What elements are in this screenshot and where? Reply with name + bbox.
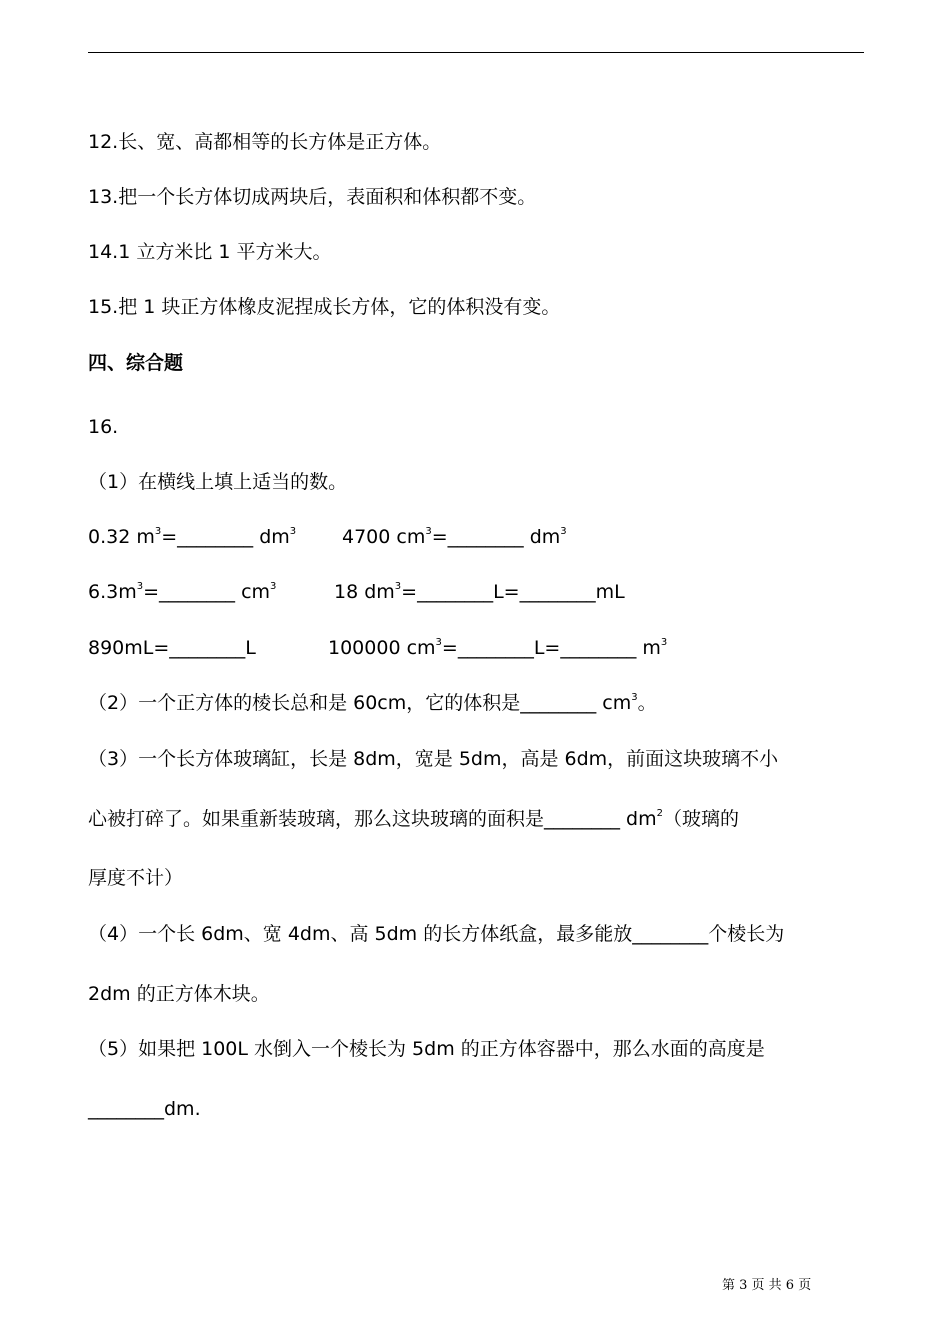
question-14: 14.1 立方米比 1 平方米大。 (88, 241, 332, 263)
part-5-line-1: （5）如果把 100L 水倒入一个棱长为 5dm 的正方体容器中，那么水面的高度是 (88, 1038, 765, 1060)
section-title: 四、综合题 (88, 352, 184, 374)
conversion-1b: 4700 $cm^3=\_\_\_\_\_\_\_\_$ $dm^3$ (342, 526, 567, 548)
question-13: 13.把一个长方体切成两块后，表面积和体积都不变。 (88, 186, 537, 208)
conversion-row-3 (88, 636, 864, 660)
conversion-3b: 100000 $cm^3=\_\_\_\_\_\_\_\_L=\_\_\_\_\_\_\_\_$ $m^3$ (328, 637, 668, 659)
conversion-1a: 0.32 $m^3=\_\_\_\_\_\_\_\_$ $dm^3$ (88, 526, 297, 548)
conversion-row-1 (88, 525, 864, 549)
header-rule (88, 52, 864, 53)
part-4-line-2: 2dm 的正方体木块。 (88, 983, 270, 1005)
part-3-line-2: 心被打碎了。如果重新装玻璃，那么这块玻璃的面积是________ $dm^2$（玻璃的 (88, 808, 740, 830)
part-5-line-2: ________dm. (88, 1098, 201, 1120)
part-3-line-1: （3）一个长方体玻璃缸，长是 8dm，宽是 5dm，高是 6dm，前面这块玻璃不小 (88, 748, 779, 770)
part-3-line-3: 厚度不计） (88, 867, 184, 889)
page-number: 第 3 页 共 6 页 (722, 1278, 812, 1293)
part-1-prompt: （1）在横线上填上适当的数。 (88, 471, 348, 493)
question-15: 15.把 1 块正方体橡皮泥捏成长方体，它的体积没有变。 (88, 296, 561, 318)
conversion-3a: 890mL=________L (88, 637, 256, 659)
conversion-2b: 18 $dm^3=\_\_\_\_\_\_\_\_L=\_\_\_\_\_\_\_\_mL$ (334, 581, 625, 603)
question-16-number: 16. (88, 416, 119, 438)
part-2: （2）一个正方体的棱长总和是 60cm，它的体积是________ $cm^3$。 (88, 692, 657, 714)
conversion-row-2 (88, 580, 864, 604)
part-4-line-1: （4）一个长 6dm、宽 4dm、高 5dm 的长方体纸盒，最多能放________个棱长为 (88, 923, 785, 945)
conversion-2a: $6.3m^3=\_\_\_\_\_\_\_\_$ $cm^3$ (88, 581, 277, 603)
question-12: 12.长、宽、高都相等的长方体是正方体。 (88, 131, 442, 153)
